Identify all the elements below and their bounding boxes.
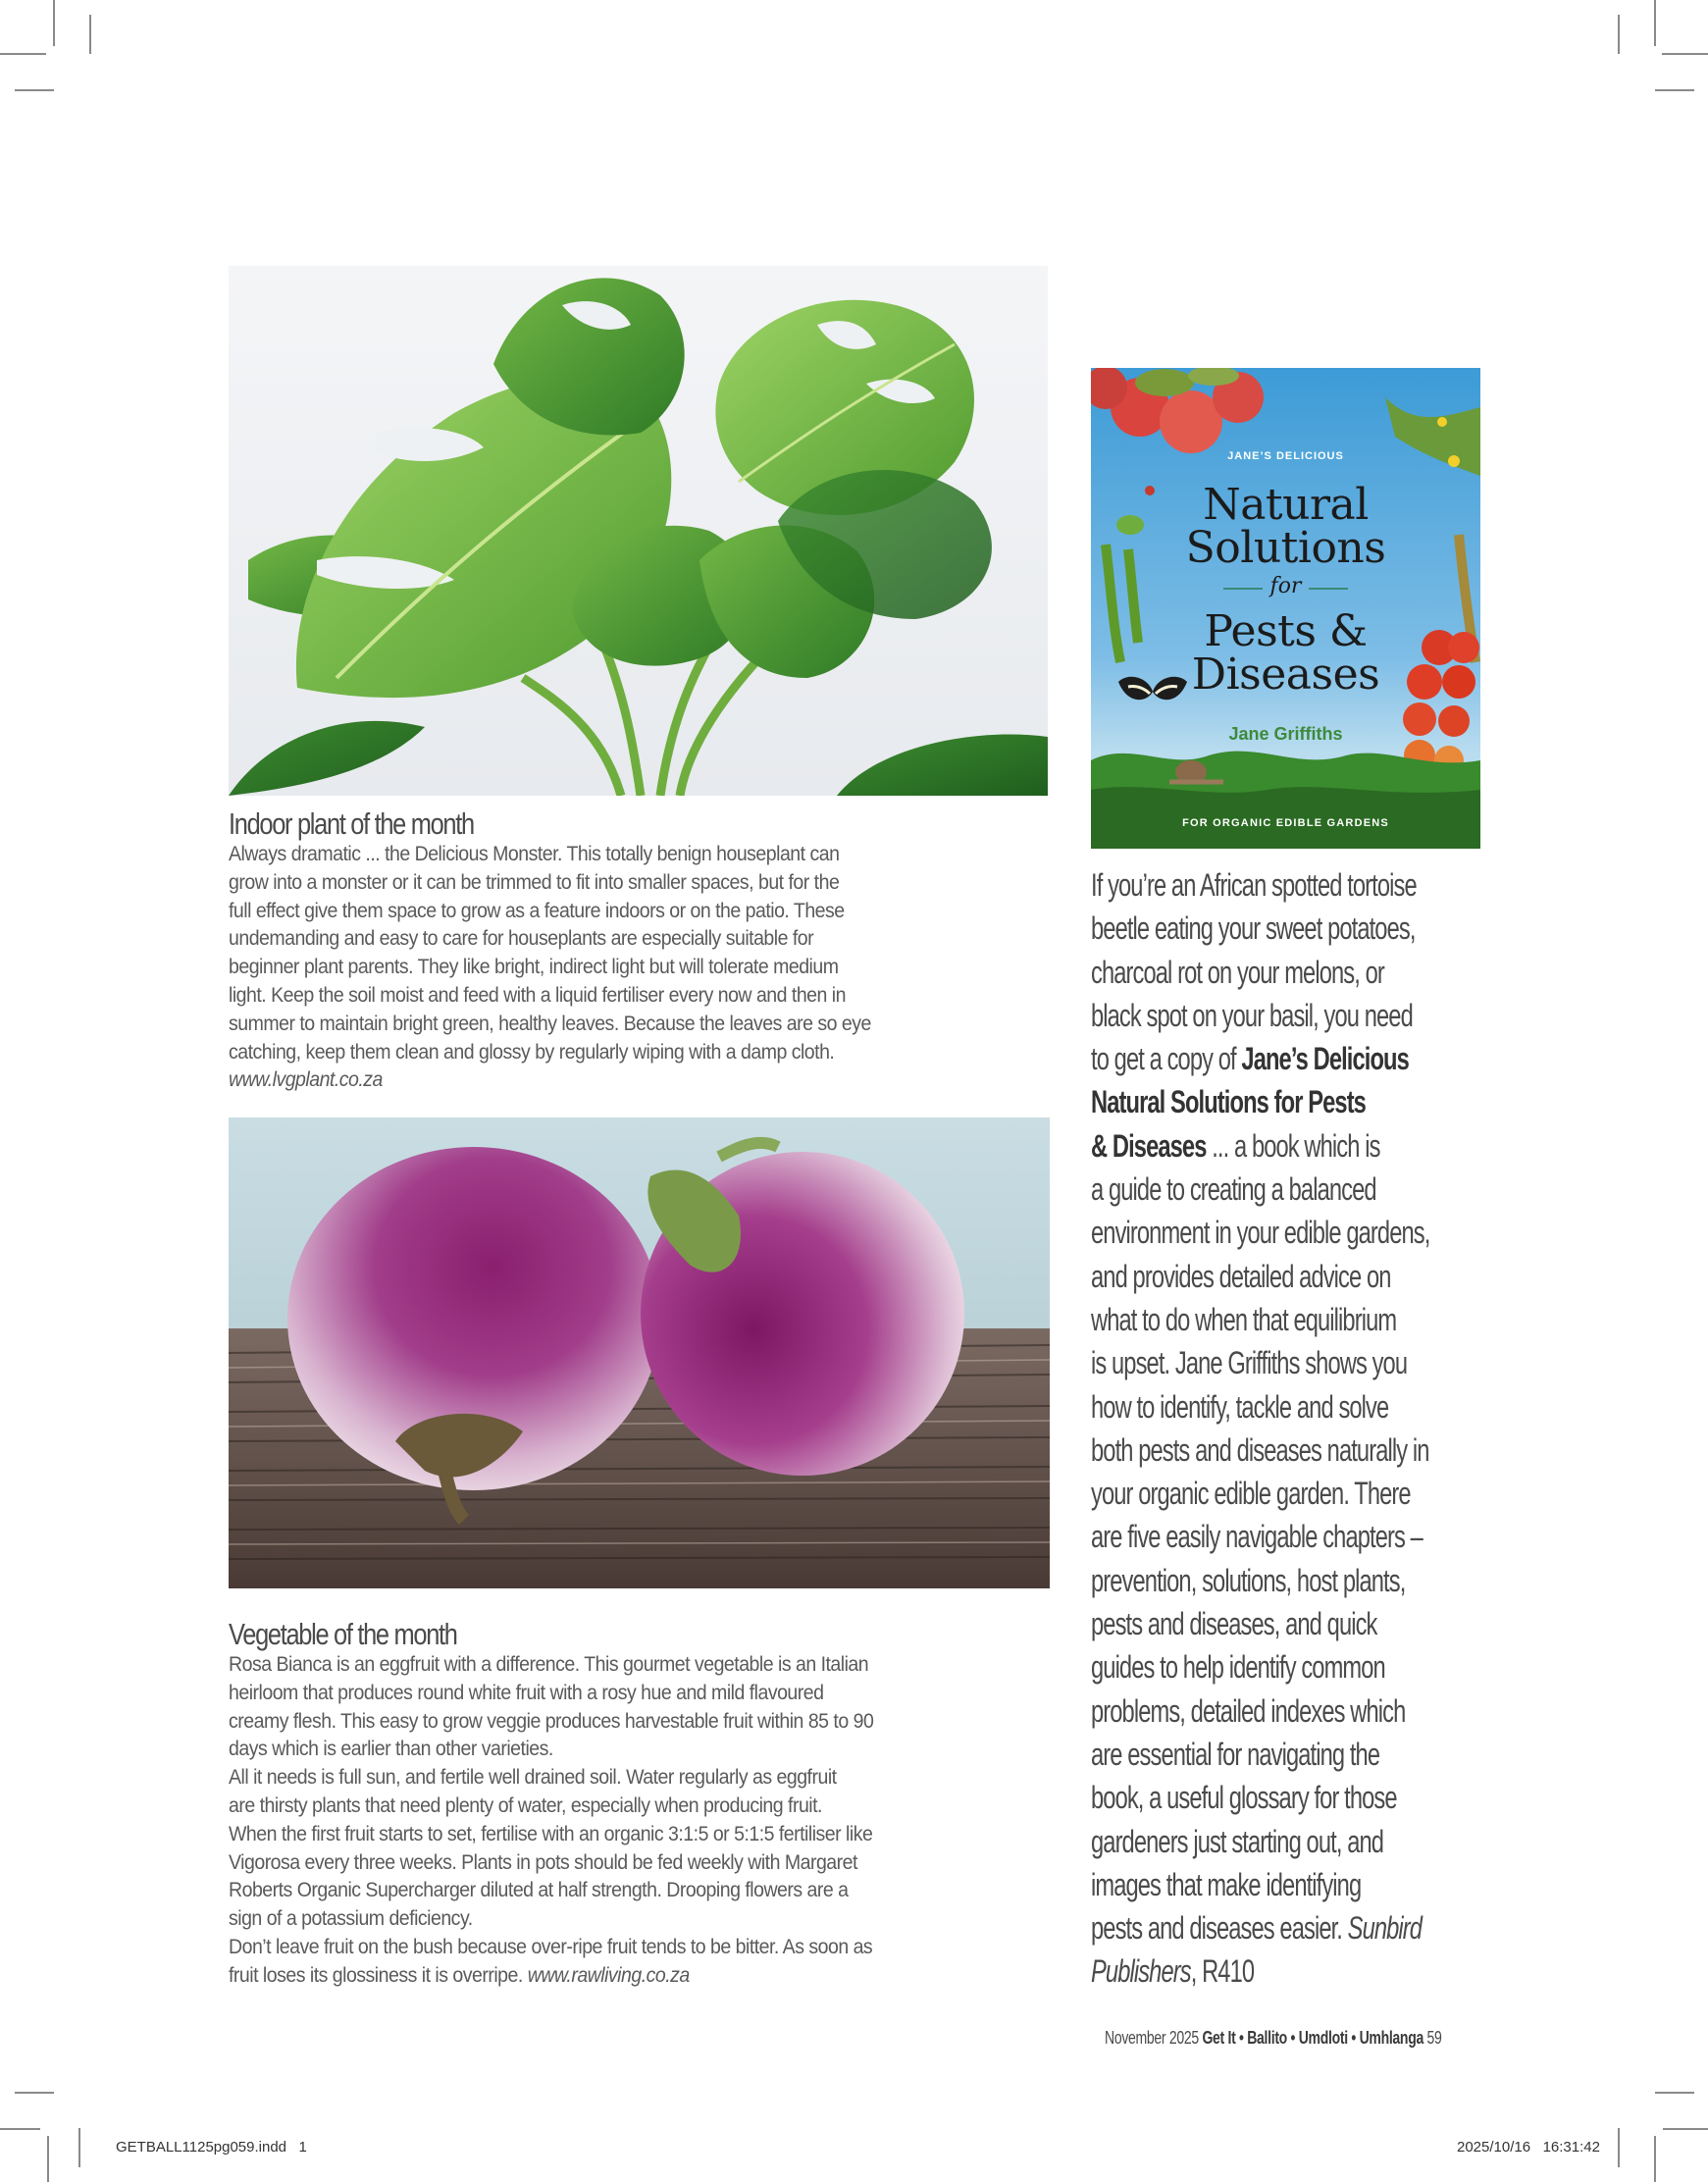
book-title-bold: & Diseases xyxy=(1091,1127,1207,1164)
folio-publication: Get It • Ballito • Umdloti • Umhlanga xyxy=(1202,2028,1423,2048)
crop-mark xyxy=(1618,2128,1620,2167)
crop-mark xyxy=(1663,2128,1708,2130)
crop-mark xyxy=(0,53,46,55)
body-line xyxy=(229,1962,1005,1991)
slug-filename: GETBALL1125pg059.indd 1 xyxy=(116,2139,307,2156)
body-line xyxy=(1091,1949,1396,1993)
crop-mark xyxy=(1618,15,1620,54)
body-line: beginner plant parents. They like bright, indirect light but will tolerate medium xyxy=(229,956,839,979)
body-line: are thirsty plants that need plenty of water, especially when producing fruit. xyxy=(229,1793,822,1817)
body-text: pests and diseases easier. xyxy=(1091,1910,1348,1947)
body-line: If you’re an African spotted tortoise xyxy=(1091,867,1417,903)
crop-mark xyxy=(53,0,55,46)
book-title-bold: Jane’s Delicious xyxy=(1241,1041,1409,1077)
body-line: When the first fruit starts to set, fertilise with an organic 3:1:5 or 5:1:5 fertiliser like xyxy=(229,1822,873,1845)
body-line: your organic edible garden. There xyxy=(1091,1476,1411,1512)
body-line xyxy=(1091,1037,1409,1080)
body-line: charcoal rot on your melons, or xyxy=(1091,954,1384,990)
crop-mark xyxy=(0,2128,40,2130)
body-line: both pests and diseases naturally in xyxy=(1091,1431,1429,1468)
body-line: Rosa Bianca is an eggfruit with a difference. This gourmet vegetable is an Italian xyxy=(229,1653,869,1676)
crop-mark xyxy=(89,15,91,54)
body-line: catching, keep them clean and glossy by regularly wiping with a damp cloth. xyxy=(229,1040,835,1064)
body-line: full effect give them space to grow as a feature indoors or on the patio. These xyxy=(229,899,845,922)
body-line: creamy flesh. This easy to grow veggie produces harvestable fruit within 85 to 90 xyxy=(229,1709,874,1733)
crop-mark xyxy=(78,2128,80,2167)
book-price: , R410 xyxy=(1190,1953,1255,1990)
body-line xyxy=(1091,1906,1423,1949)
body-text: fruit loses its glossiness it is overripe. xyxy=(229,1963,523,1987)
body-line: is upset. Jane Griffiths shows you xyxy=(1091,1345,1408,1381)
cover-author: Jane Griffiths xyxy=(1228,724,1343,744)
body-line: are five easily navigable chapters – xyxy=(1091,1519,1423,1555)
body-line: All it needs is full sun, and fertile well drained soil. Water regularly as eggfruit xyxy=(229,1766,837,1790)
body-line xyxy=(1091,1080,1396,1123)
cover-title-line: Pests & xyxy=(1204,606,1368,656)
cover-for-row xyxy=(1091,574,1480,598)
indoor-plant-body xyxy=(229,841,1062,1095)
body-line: environment in your edible gardens, xyxy=(1091,1215,1430,1251)
body-line: images that make identifying xyxy=(1091,1866,1362,1902)
publisher-name: Sunbird xyxy=(1347,1910,1423,1947)
body-line: Always dramatic ... the Delicious Monster. This totally benign houseplant can xyxy=(229,843,840,865)
monstera-photo xyxy=(229,266,1048,796)
body-line: sign of a potassium deficiency. xyxy=(229,1907,473,1931)
book-cover-image xyxy=(1091,368,1480,849)
body-line: Don’t leave fruit on the bush because over-ripe fruit tends to be bitter. As soon as xyxy=(229,1935,873,1958)
body-line: are essential for navigating the xyxy=(1091,1736,1380,1772)
cover-for-label: for xyxy=(1269,574,1302,598)
cover-tagline: FOR ORGANIC EDIBLE GARDENS xyxy=(1182,817,1389,829)
body-line: undemanding and easy to care for houseplants are especially suitable for xyxy=(229,927,814,951)
body-line: problems, detailed indexes which xyxy=(1091,1692,1406,1729)
crop-mark xyxy=(1655,2092,1694,2094)
body-line xyxy=(1091,1124,1396,1168)
crop-mark xyxy=(47,2136,49,2182)
body-line: heirloom that produces round white fruit with a rosy hue and mild flavoured xyxy=(229,1681,824,1704)
folio-date: November 2025 xyxy=(1105,2028,1203,2048)
crop-mark xyxy=(1654,2136,1656,2182)
body-line: guides to help identify common xyxy=(1091,1649,1385,1686)
crop-mark xyxy=(1654,0,1656,46)
cover-title-line: Solutions xyxy=(1185,523,1386,573)
body-line: how to identify, tackle and solve xyxy=(1091,1388,1389,1425)
cover-title-line: Diseases xyxy=(1191,649,1380,700)
cover-rule xyxy=(1309,588,1348,590)
crop-mark xyxy=(1655,89,1694,91)
body-line: gardeners just starting out, and xyxy=(1091,1823,1384,1859)
body-line: Vigorosa every three weeks. Plants in pots should be fed weekly with Margaret xyxy=(229,1850,857,1874)
cover-title-line: Natural xyxy=(1203,480,1369,530)
vegetable-body xyxy=(229,1651,1062,1991)
cover-series-label: JANE’S DELICIOUS xyxy=(1227,450,1344,462)
body-line: days which is earlier than other varieties. xyxy=(229,1738,553,1761)
body-line: black spot on your basil, you need xyxy=(1091,997,1413,1033)
body-line: a guide to creating a balanced xyxy=(1091,1171,1376,1208)
body-line: Roberts Organic Supercharger diluted at half strength. Drooping flowers are a xyxy=(229,1879,849,1902)
body-line: summer to maintain bright green, healthy leaves. Because the leaves are so eye xyxy=(229,1012,871,1035)
body-line: light. Keep the soil moist and feed with a liquid fertiliser every now and then in xyxy=(229,983,846,1007)
crop-mark xyxy=(1662,53,1708,55)
indoor-plant-url-link[interactable]: www.lvgplant.co.za xyxy=(229,1068,383,1092)
folio-page-number: 59 xyxy=(1423,2028,1442,2048)
cover-rule xyxy=(1223,588,1263,590)
book-title-bold: Natural Solutions for Pests xyxy=(1091,1084,1366,1120)
body-line: beetle eating your sweet potatoes, xyxy=(1091,910,1416,947)
slug-timestamp: 2025/10/16 16:31:42 xyxy=(1457,2139,1600,2156)
book-review-body xyxy=(1091,863,1503,1994)
body-text: to get a copy of xyxy=(1091,1041,1242,1077)
body-text: ... a book which is xyxy=(1206,1127,1380,1164)
body-line: what to do when that equilibrium xyxy=(1091,1301,1397,1337)
indoor-plant-heading: Indoor plant of the month xyxy=(229,806,474,841)
publisher-name: Publishers xyxy=(1091,1953,1191,1990)
body-line: and provides detailed advice on xyxy=(1091,1258,1391,1294)
crop-mark xyxy=(15,2092,54,2094)
body-line: grow into a monster or it can be trimmed to fit into smaller spaces, but for the xyxy=(229,870,840,894)
body-line: prevention, solutions, host plants, xyxy=(1091,1562,1406,1598)
body-line: book, a useful glossary for those xyxy=(1091,1780,1397,1816)
vegetable-url-link[interactable]: www.rawliving.co.za xyxy=(527,1963,690,1987)
vegetable-heading: Vegetable of the month xyxy=(229,1617,457,1651)
eggfruit-photo xyxy=(229,1117,1050,1588)
page-folio xyxy=(1105,2028,1442,2049)
body-line: pests and diseases, and quick xyxy=(1091,1606,1377,1642)
crop-mark xyxy=(15,89,54,91)
